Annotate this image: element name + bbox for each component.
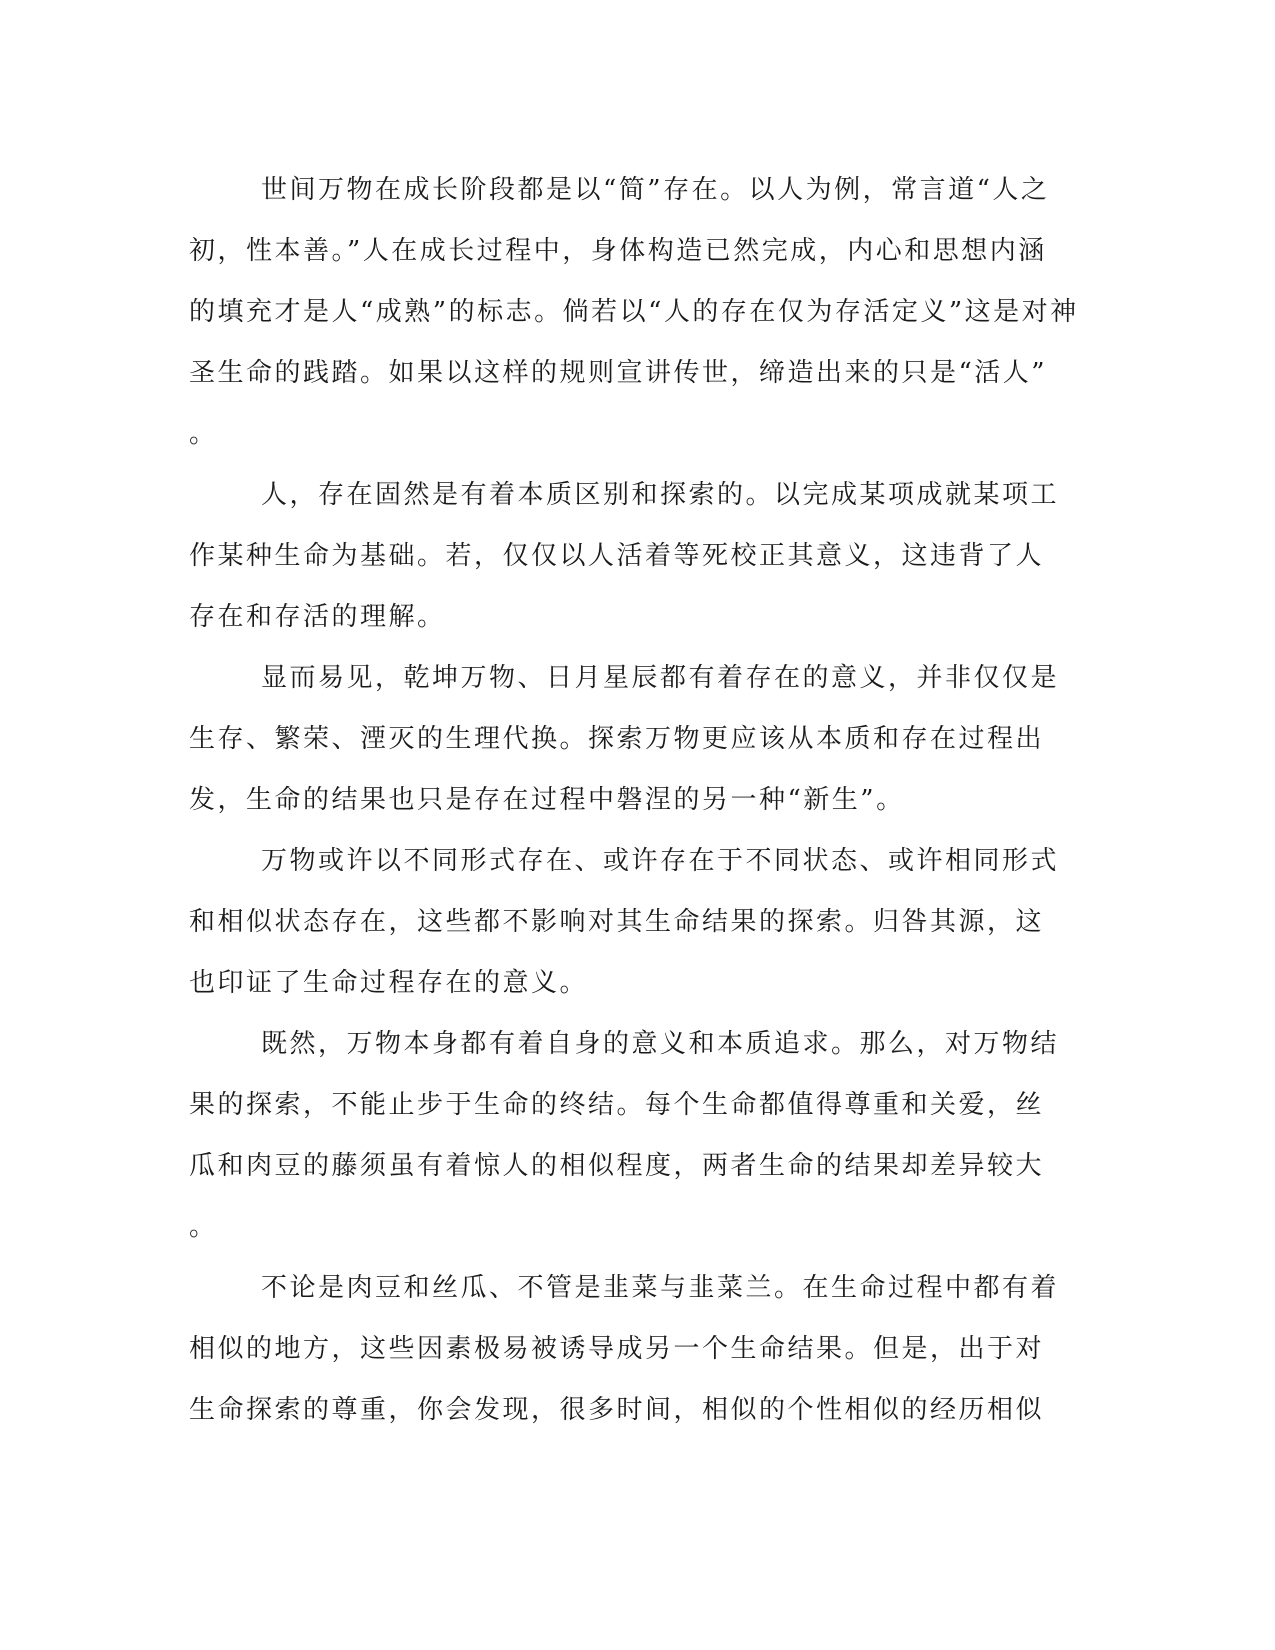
paragraph-6 (189, 1258, 1089, 1441)
paragraph-2 (189, 465, 1089, 648)
paragraph-line: 相似的地方，这些因素极易被诱导成另一个生命结果。但是，出于对 (189, 1334, 1045, 1364)
paragraph-line: 显而易见，乾坤万物、日月星辰都有着存在的意义，并非仅仅是 (261, 663, 1060, 693)
paragraph-line: 生存、繁荣、湮灭的生理代换。探索万物更应该从本质和存在过程出 (189, 724, 1045, 754)
paragraph-line: 不论是肉豆和丝瓜、不管是韭菜与韭菜兰。在生命过程中都有着 (261, 1273, 1060, 1303)
paragraph-line: 存在和存活的理解。 (189, 602, 446, 632)
paragraph-line: 万物或许以不同形式存在、或许存在于不同状态、或许相同形式 (261, 846, 1060, 876)
paragraph-line: 初，性本善。”人在成长过程中，身体构造已然完成，内心和思想内涵 (189, 236, 1047, 266)
paragraph-line: 果的探索，不能止步于生命的终结。每个生命都值得尊重和关爱，丝 (189, 1090, 1045, 1120)
paragraph-1 (189, 160, 1089, 465)
paragraph-line: 和相似状态存在，这些都不影响对其生命结果的探索。归咎其源，这 (189, 907, 1045, 937)
paragraph-line: 。 (189, 419, 218, 449)
paragraph-line: 。 (189, 1212, 218, 1242)
paragraph-line: 世间万物在成长阶段都是以“简”存在。以人为例，常言道“人之 (261, 175, 1050, 205)
paragraph-line: 的填充才是人“成熟”的标志。倘若以“人的存在仅为存活定义”这是对神 (189, 297, 1079, 327)
paragraph-line: 圣生命的践踏。如果以这样的规则宣讲传世，缔造出来的只是“活人” (189, 358, 1048, 388)
paragraph-3 (189, 648, 1089, 831)
paragraph-line: 发，生命的结果也只是存在过程中磐涅的另一种“新生”。 (189, 785, 905, 815)
paragraph-line: 瓜和肉豆的藤须虽有着惊人的相似程度，两者生命的结果却差异较大 (189, 1151, 1045, 1181)
paragraph-line: 生命探索的尊重，你会发现，很多时间，相似的个性相似的经历相似 (189, 1395, 1045, 1425)
paragraph-line: 人，存在固然是有着本质区别和探索的。以完成某项成就某项工 (261, 480, 1060, 510)
paragraph-line: 作某种生命为基础。若，仅仅以人活着等死校正其意义，这违背了人 (189, 541, 1045, 571)
paragraph-4 (189, 831, 1089, 1014)
paragraph-line: 也印证了生命过程存在的意义。 (189, 968, 589, 998)
paragraph-5 (189, 1014, 1089, 1258)
document-body (189, 160, 1089, 1441)
paragraph-line: 既然，万物本身都有着自身的意义和本质追求。那么，对万物结 (261, 1029, 1060, 1059)
